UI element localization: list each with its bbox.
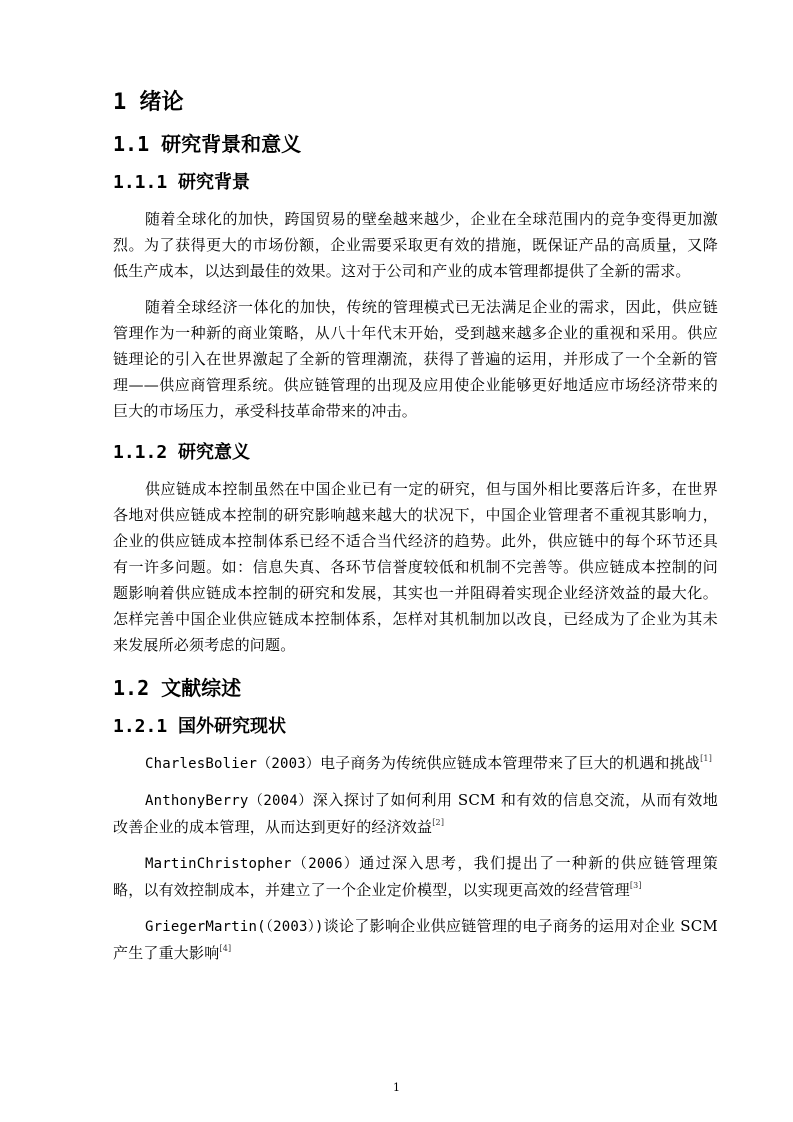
literature-entry [113,750,718,777]
entry-text: 通过深入思考，我们提出了一种新的供应链管理策略，以有效控制成本，并建立了一个企业定价模型，以实现更高效的经营管理 [113,854,718,899]
paragraph: 随着全球化的加快，跨国贸易的壁垒越来越少，企业在全球范围内的竞争变得更加激烈。为了获得更大的市场份额，企业需要采取更有效的措施，既保证产品的高质量，又降低生产成本，以达到最佳的效果。这对于公司和产业的成本管理都提供了全新的需求。 [113,210,718,280]
paragraph: 随着全球经济一体化的加快，传统的管理模式已无法满足企业的需求，因此，供应链管理作为一种新的商业策略，从八十年代末开始，受到越来越多企业的重视和采用。供应链理论的引入在世界激起了全新的管理潮流，获得了普遍的运用，并形成了一个全新的管理——供应商管理系统。供应链管理的出现及应用使企业能够更好地适应市场经济带来的巨大的市场压力，承受科技革命带来的冲击。 [113,298,718,420]
entry-author: GriegerMartin(（2003）) [145,919,324,935]
subsection-title-1-1-2: 1.1.2 研究意义 [113,442,251,463]
entry-author: MartinChristopher（2006） [145,856,360,872]
citation-marker: [3] [629,881,642,890]
entry-text: 谈论了影响企业供应链管理的电子商务的运用对企业 SCM 产生了重大影响 [113,917,718,962]
citation-marker: [2] [432,818,445,827]
paragraph: 供应链成本控制虽然在中国企业已有一定的研究，但与国外相比要落后许多，在世界各地对供应链成本控制的研究影响越来越大的状况下，中国企业管理者不重视其影响力，企业的供应链成本控制体系已经不适合当代经济的趋势。此外，供应链中的每个环节还具有一许多问题。如：信息失真、各环节信誉度较低和机制不完善等。供应链成本控制的问题影响着供应链成本控制的研究和发展，其实也一并阻碍着实现企业经济效益的最大化。怎样完善中国企业供应链成本控制体系，怎样对其机制加以改良，已经成为了企业为其未来发展所必须考虑的问题。 [113,480,718,654]
literature-entry [113,787,718,840]
subsection-title-1-1-1: 1.1.1 研究背景 [113,172,251,193]
literature-entry [113,850,718,903]
entry-text: 深入探讨了如何利用 SCM 和有效的信息交流，从而有效地改善企业的成本管理，从而达到更好的经济效益 [113,791,718,836]
entry-author: AnthonyBerry（2004） [145,793,313,809]
chapter-title: 1 绪论 [113,90,184,115]
literature-entry [113,913,718,966]
subsection-title-1-2-1: 1.2.1 国外研究现状 [113,716,287,737]
section-title-1-2: 1.2 文献综述 [113,676,242,700]
entry-author: CharlesBolier（2003） [145,756,321,772]
citation-marker: [1] [700,754,713,763]
citation-marker: [4] [219,944,232,953]
section-title-1-1: 1.1 研究背景和意义 [113,132,302,156]
page-number: 1 [393,1081,400,1094]
entry-text: 电子商务为传统供应链成本管理带来了巨大的机遇和挑战 [320,754,701,772]
page-content [113,88,718,976]
